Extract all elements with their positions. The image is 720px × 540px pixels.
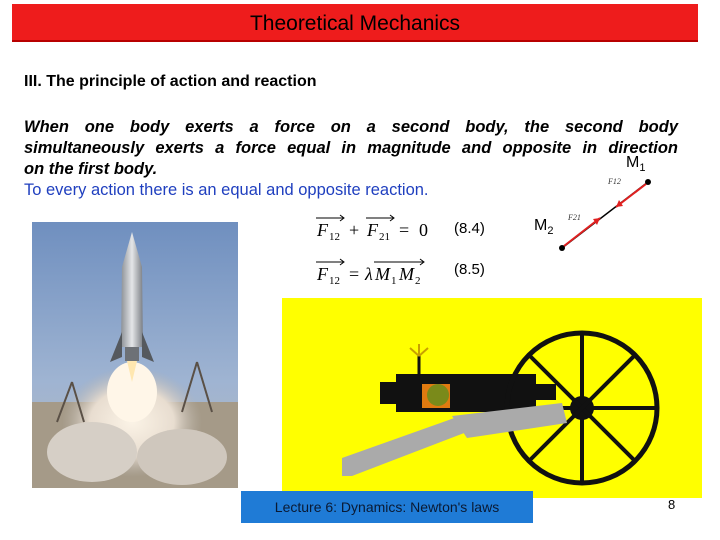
- svg-text:F: F: [317, 220, 328, 240]
- force-diagram: [550, 150, 670, 260]
- paragraph-line-3: on the first body.: [24, 160, 158, 178]
- f12-label: F12: [608, 177, 621, 186]
- svg-text:0: 0: [419, 220, 428, 240]
- m2-label: $M_2$: [534, 217, 554, 238]
- svg-text:=: =: [349, 264, 360, 284]
- svg-text:2: 2: [415, 275, 421, 286]
- f21-label: F21: [568, 213, 581, 222]
- paragraph-line-1: When one body exerts a force on a second body, the second body: [24, 118, 678, 136]
- equation-8-5: [313, 256, 443, 286]
- equation-number-8-5: (8.5): [454, 261, 485, 278]
- rocket-launch-photo: [32, 222, 238, 488]
- title-bar: [12, 4, 698, 42]
- svg-text:M: M: [375, 264, 390, 284]
- svg-text:1: 1: [391, 275, 397, 286]
- svg-text:+: +: [349, 220, 360, 240]
- svg-text:12: 12: [329, 231, 340, 242]
- page-number: 8: [668, 497, 676, 512]
- m1-label: $M_1$: [626, 154, 646, 175]
- cannon-illustration: [282, 298, 702, 498]
- action-reaction-statement: To every action there is an equal and opposite reaction.: [24, 181, 429, 199]
- svg-text:F: F: [367, 220, 378, 240]
- svg-text:21: 21: [379, 231, 390, 242]
- lecture-footer: Lecture 6: Dynamics: Newton's laws: [241, 491, 533, 523]
- slide-title: Theoretical Mechanics: [249, 12, 461, 35]
- svg-text:λ: λ: [365, 264, 373, 284]
- svg-text:=: =: [399, 220, 410, 240]
- paragraph-line-2: simultaneously exerts a force equal in magnitude and opposite in direction: [24, 139, 678, 157]
- section-heading: III. The principle of action and reaction: [24, 73, 317, 90]
- svg-text:12: 12: [329, 275, 340, 286]
- svg-text:F: F: [317, 264, 328, 284]
- equation-number-8-4: (8.4): [454, 220, 485, 237]
- equation-8-4: [313, 212, 443, 242]
- svg-text:M: M: [399, 264, 414, 284]
